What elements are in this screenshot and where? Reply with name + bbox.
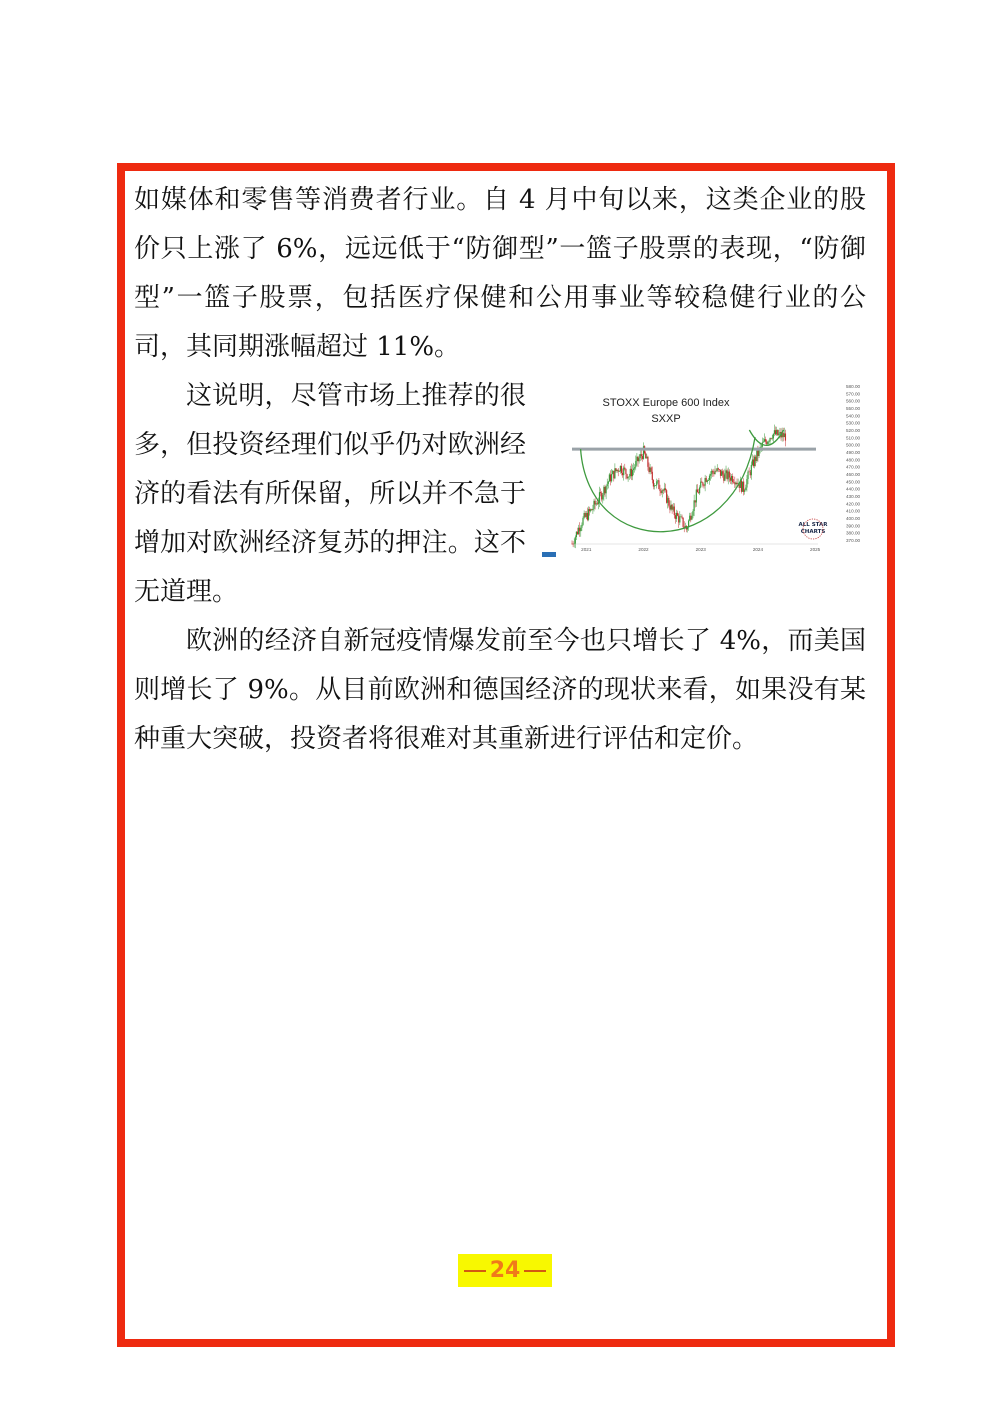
candle-body — [730, 478, 731, 481]
candle-body — [602, 495, 603, 499]
candle-body — [595, 501, 596, 505]
candle-body — [651, 468, 652, 472]
candle-body — [654, 485, 655, 486]
y-tick-label: 410.00 — [846, 508, 861, 514]
candle-body — [699, 487, 700, 493]
candle-body — [761, 447, 762, 448]
candle-body — [684, 527, 685, 528]
candle-body — [700, 482, 701, 488]
candle-body — [633, 469, 634, 470]
stoxx-chart — [540, 380, 866, 560]
candle-body — [750, 472, 751, 475]
candle-body — [754, 457, 755, 466]
candle-body — [698, 492, 699, 493]
candle-body — [763, 442, 764, 443]
x-tick-label: 2023 — [695, 547, 706, 552]
candle-body — [692, 511, 693, 516]
candle-body — [729, 472, 730, 478]
candle-body — [658, 480, 659, 489]
candle-body — [606, 486, 607, 493]
candle-body — [678, 516, 679, 523]
chart-subtitle: SXXP — [651, 413, 681, 425]
candle-body — [670, 505, 671, 510]
candle-body — [722, 471, 723, 474]
candle-body — [743, 482, 744, 492]
candle-body — [745, 488, 746, 491]
page-number-dash-left — [464, 1270, 486, 1272]
candle-body — [642, 456, 643, 459]
candle-body — [575, 537, 576, 543]
x-tick-label: 2021 — [581, 547, 592, 552]
candle-body — [785, 433, 786, 440]
candle-body — [714, 471, 715, 474]
candle-body — [592, 509, 593, 510]
candle-body — [694, 500, 695, 511]
candle-body — [591, 509, 592, 510]
candle-body — [612, 471, 613, 474]
candle-body — [622, 473, 623, 475]
candle-body — [637, 457, 638, 462]
candle-body — [731, 476, 732, 481]
candle-body — [668, 498, 669, 506]
candle-body — [778, 434, 779, 436]
candle-body — [665, 488, 666, 490]
candle-body — [610, 474, 611, 481]
candle-body — [777, 430, 778, 435]
candle-body — [769, 438, 770, 441]
article-body — [134, 176, 866, 764]
candle-body — [675, 515, 676, 519]
candle-body — [603, 487, 604, 495]
candle-body — [625, 469, 626, 474]
candle-body — [581, 525, 582, 528]
candle-body — [607, 484, 608, 486]
y-tick-label: 480.00 — [846, 457, 861, 463]
candle-body — [659, 489, 660, 491]
candle-body — [576, 532, 577, 537]
y-tick-label: 440.00 — [846, 486, 861, 492]
candle-body — [776, 430, 777, 435]
candle-body — [708, 480, 709, 481]
candle-body — [619, 471, 620, 472]
candle-body — [732, 476, 733, 482]
candle-body — [652, 472, 653, 480]
candle-body — [718, 468, 719, 469]
candle-body — [653, 480, 654, 486]
candle-body — [596, 503, 597, 504]
candle-body — [636, 457, 637, 461]
candle-body — [742, 482, 743, 492]
y-tick-label: 570.00 — [846, 391, 861, 397]
candle-body — [647, 457, 648, 467]
candle-body — [604, 487, 605, 493]
candle-body — [755, 457, 756, 461]
page-number-badge — [458, 1254, 552, 1287]
x-tick-label: 2024 — [752, 547, 764, 552]
candle-body — [574, 544, 575, 545]
candle-body — [593, 501, 594, 509]
watermark-line1: ALL STAR — [798, 522, 828, 528]
candle-body — [733, 482, 734, 483]
source-logo-icon — [542, 552, 556, 557]
paragraph-3: 欧洲的经济自新冠疫情爆发前至今也只增长了 4%，而美国则增长了 9%。从目前欧洲和德国经济的现状来看，如果没有某种重大突破，投资者将很难对其重新进行评估和定价。 — [134, 626, 866, 754]
candle-body — [702, 483, 703, 486]
candle-body — [579, 528, 580, 531]
candle-body — [578, 528, 579, 534]
candle-body — [709, 476, 710, 480]
y-tick-label: 510.00 — [846, 435, 861, 441]
candle-body — [707, 480, 708, 481]
candle-body — [724, 473, 725, 481]
candle-body — [631, 469, 632, 476]
candle-body — [585, 513, 586, 517]
x-axis — [572, 544, 821, 552]
candle-body — [571, 544, 572, 545]
candle-body — [706, 478, 707, 482]
candle-body — [639, 458, 640, 461]
paragraph-2: 这说明，尽管市场上推荐的很多，但投资经理们似乎仍对欧洲经济的看法有所保留，所以并不急于增加对欧洲经济复苏的押注。这不无道理。 — [134, 381, 526, 607]
candle-body — [725, 470, 726, 473]
candle-body — [617, 470, 618, 471]
y-tick-label: 530.00 — [846, 420, 861, 426]
candle-body — [775, 430, 776, 434]
candle-body — [711, 471, 712, 474]
candle-body — [648, 467, 649, 472]
candle-body — [657, 480, 658, 481]
candle-body — [587, 513, 588, 520]
x-tick-label: 2025 — [810, 547, 821, 552]
chart-title: STOXX Europe 600 Index — [602, 397, 730, 409]
candle-body — [614, 468, 615, 478]
candle-body — [599, 492, 600, 502]
page-number-dash-right — [524, 1270, 546, 1272]
candle-body — [716, 471, 717, 472]
candle-body — [749, 472, 750, 473]
candle-body — [630, 469, 631, 476]
candle-body — [772, 438, 773, 439]
candle-body — [695, 500, 696, 502]
candle-body — [691, 516, 692, 520]
y-tick-label: 390.00 — [846, 523, 861, 529]
candle-body — [703, 486, 704, 487]
candle-body — [629, 476, 630, 477]
candle-body — [734, 482, 735, 484]
page-number: 24 — [489, 1258, 521, 1283]
candle-body — [685, 526, 686, 527]
candle-body — [690, 516, 691, 520]
candle-body — [590, 509, 591, 511]
candle-body — [746, 479, 747, 487]
y-tick-label: 520.00 — [846, 428, 861, 433]
candle-body — [623, 468, 624, 476]
candle-body — [783, 433, 784, 437]
candle-body — [756, 451, 757, 461]
candle-body — [679, 517, 680, 523]
candle-body — [677, 513, 678, 516]
candle-body — [764, 439, 765, 441]
candle-body — [620, 466, 621, 471]
y-tick-label: 580.00 — [846, 384, 861, 389]
candle-body — [664, 488, 665, 490]
candle-body — [624, 468, 625, 469]
candle-body — [723, 475, 724, 481]
candle-body — [645, 453, 646, 458]
candle-body — [719, 469, 720, 470]
candle-body — [673, 507, 674, 510]
candle-body — [710, 474, 711, 475]
candle-body — [736, 483, 737, 484]
y-tick-label: 420.00 — [846, 501, 861, 507]
candle-body — [721, 471, 722, 476]
candle-body — [728, 472, 729, 480]
candle-body — [641, 454, 642, 456]
y-tick-label: 490.00 — [846, 450, 861, 455]
candle-body — [705, 478, 706, 486]
candle-body — [669, 506, 670, 510]
y-tick-label: 370.00 — [846, 538, 861, 543]
candle-body — [681, 517, 682, 518]
candle-body — [661, 491, 662, 493]
candle-body — [774, 430, 775, 434]
candle-body — [662, 490, 663, 493]
candle-body — [608, 482, 609, 484]
candle-body — [628, 477, 629, 479]
candle-body — [680, 517, 681, 518]
candle-body — [634, 467, 635, 468]
candle-body — [626, 474, 627, 478]
candle-body — [712, 471, 713, 473]
candle-body — [779, 432, 780, 434]
candle-body — [676, 513, 677, 519]
candle-body — [667, 498, 668, 503]
y-tick-label: 540.00 — [846, 413, 861, 419]
candle-body — [580, 528, 581, 531]
y-tick-label: 550.00 — [846, 406, 861, 411]
stoxx-chart-figure — [540, 380, 866, 560]
candle-body — [766, 442, 767, 444]
candle-body — [615, 468, 616, 471]
candle-body — [632, 470, 633, 476]
candle-body — [663, 490, 664, 491]
candle-body — [650, 468, 651, 473]
candle-body — [765, 439, 766, 441]
x-tick-label: 2022 — [638, 547, 649, 552]
candle-body — [601, 493, 602, 499]
candle-body — [696, 489, 697, 502]
candle-body — [577, 532, 578, 534]
candle-body — [767, 442, 768, 444]
candle-body — [741, 481, 742, 492]
y-tick-label: 400.00 — [846, 516, 861, 521]
candle-body — [689, 516, 690, 521]
candle-body — [720, 470, 721, 476]
candle-body — [717, 468, 718, 471]
candle-body — [609, 474, 610, 481]
candle-body — [747, 472, 748, 479]
candle-body — [727, 470, 728, 479]
candle-body — [600, 492, 601, 493]
candle-body — [597, 503, 598, 504]
candle-body — [752, 459, 753, 464]
candle-body — [666, 490, 667, 503]
candle-body — [621, 466, 622, 473]
y-axis — [846, 384, 860, 543]
candle-body — [701, 482, 702, 483]
candle-body — [672, 505, 673, 510]
y-tick-label: 450.00 — [846, 479, 861, 485]
candle-body — [713, 472, 714, 474]
candle-body — [768, 441, 769, 442]
candle-body — [635, 461, 636, 467]
candle-body — [757, 451, 758, 456]
candle-body — [611, 474, 612, 481]
y-tick-label: 560.00 — [846, 398, 861, 404]
candle-body — [588, 509, 589, 520]
candle-body — [613, 471, 614, 479]
y-tick-label: 380.00 — [846, 530, 861, 536]
candle-body — [589, 509, 590, 511]
y-tick-label: 470.00 — [846, 464, 861, 470]
candle-body — [773, 434, 774, 439]
candle-body — [655, 485, 656, 486]
watermark-line2: CHARTS — [800, 529, 826, 535]
y-tick-label: 500.00 — [846, 442, 861, 448]
candle-body — [751, 465, 752, 475]
paragraph-1: 如媒体和零售等消费者行业。自 4 月中旬以来，这类企业的股价只上涨了 6%，远远低于“防御型”一篮子股票的表现，“防御型”一篮子股票，包括医疗保健和公用事业等较稳健行业的公司，其同期涨幅超过 11%。 — [134, 185, 866, 362]
candle-body — [753, 459, 754, 466]
candle-body — [674, 507, 675, 516]
candle-body — [646, 457, 647, 459]
candle-body — [582, 518, 583, 525]
candle-body — [640, 454, 641, 458]
candle-body — [784, 433, 785, 437]
candle-body — [573, 544, 574, 545]
candle-body — [697, 489, 698, 492]
candle-body — [586, 513, 587, 517]
y-tick-label: 430.00 — [846, 494, 861, 499]
candle-body — [771, 438, 772, 439]
candle-body — [735, 483, 736, 485]
y-tick-label: 460.00 — [846, 472, 861, 477]
candle-body — [683, 518, 684, 527]
candle-body — [584, 513, 585, 518]
candle-body — [656, 481, 657, 485]
candle-body — [618, 470, 619, 472]
candle-body — [744, 490, 745, 492]
